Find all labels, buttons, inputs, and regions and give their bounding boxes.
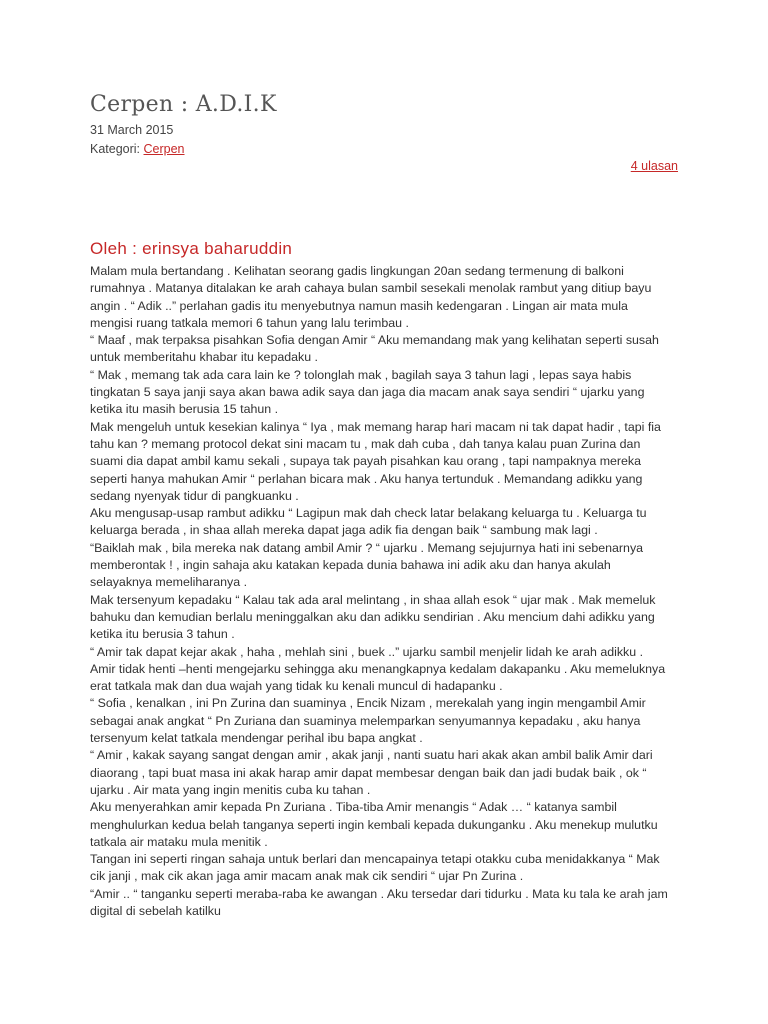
comments-link[interactable]: 4 ulasan: [630, 159, 678, 173]
post-date: 31 March 2015: [90, 123, 174, 137]
story-line: angin . “ Adik ..” perlahan gadis itu menyebutnya namun masih kedengaran . Lingan air mata mula: [90, 298, 628, 313]
story-line: digital di sebelah katilku: [90, 903, 221, 918]
story-line: Mak tersenyum kepadaku “ Kalau tak ada aral melintang , in shaa allah esok “ ujar mak . Mak memeluk: [90, 592, 656, 607]
author-byline: Oleh : erinsya baharuddin: [90, 239, 293, 258]
comments-count: [631, 159, 678, 173]
post-title: Cerpen : A.D.I.K: [90, 92, 277, 117]
story-line: diaorang , tapi buat masa ini akak harap amir dapat membesar dengan baik dan jadi budak baik , ok “: [90, 765, 647, 780]
story-line: sedang nyenyak tidur di pangkuanku .: [90, 488, 299, 503]
story-line: “ Amir tak dapat kejar akak , haha , mehlah sini , buek ..” ujarku sambil menjelir lidah ke arah adikku .: [90, 644, 644, 659]
category-prefix: Kategori:: [90, 142, 144, 156]
story-line: rumahnya . Matanya ditalakan ke arah cahaya bulan sambil sesekali menolak rambut yang ditiup bayu: [90, 281, 652, 296]
story-line: Malam mula bertandang . Kelihatan seorang gadis lingkungan 20an sedang termenung di balkoni: [90, 264, 624, 278]
story-line: keluarga berada , in shaa allah mereka dapat jaga adik fia dengan baik “ sambung mak lagi .: [90, 523, 598, 538]
story-line: “ Maaf , mak terpaksa pisahkan Sofia dengan Amir “ Aku memandang mak yang kelihatan seperti susah: [90, 333, 659, 348]
story-line: “ Mak , memang tak ada cara lain ke ? tolonglah mak , bagilah saya 3 tahun lagi , lepas saya habis: [90, 367, 632, 382]
story-line: seperti hanya mahukan Amir “ perlahan bicara mak . Aku hanya tertunduk . Memandang adikku yang: [90, 471, 643, 486]
story-line: “ Sofia , kenalkan , ini Pn Zurina dan suaminya , Encik Nizam , merekalah yang ingin mengambil Amir: [90, 696, 646, 711]
story-line: ujarku . Air mata yang ingin menitis cuba ku tahan .: [90, 782, 371, 797]
story-line: “Baiklah mak , bila mereka nak datang ambil Amir ? “ ujarku . Memang sejujurnya hati ini sebenarnya: [90, 540, 644, 555]
story-body: [90, 263, 682, 920]
category-link[interactable]: Cerpen: [143, 142, 185, 156]
story-line: ketika itu masih berusia 15 tahun .: [90, 402, 279, 417]
story-line: tatkala air mataku mula menitik .: [90, 834, 268, 849]
story-line: cik janji , mak cik akan jaga amir macam anak mak cik sendiri “ ujar Pn Zurina .: [90, 869, 524, 884]
story-line: Aku menyerahkan amir kepada Pn Zuriana . Tiba-tiba Amir menangis “ Adak … “ katanya sambil: [90, 800, 617, 815]
story-line: sebagai anak angkat “ Pn Zuriana dan suaminya melemparkan senyumannya kepadaku , aku hanya: [90, 713, 641, 728]
story-line: untuk memberitahu khabar itu kepadaku .: [90, 350, 318, 365]
story-line: “ Amir , kakak sayang sangat dengan amir , akak janji , nanti suatu hari akak akan ambil balik Amir dari: [90, 748, 653, 763]
story-line: ketika itu berusia 3 tahun .: [90, 627, 235, 642]
story-line: mengisi ruang tatkala memori 6 tahun yang lalu terimbau .: [90, 315, 409, 330]
story-line: selayaknya memeliharanya .: [90, 575, 248, 590]
story-line: tersenyum kelat tatkala mendengar perihal ibu bapa angkat .: [90, 731, 423, 746]
story-line: Tangan ini seperti ringan sahaja untuk berlari dan mencapainya tetapi otakku cuba menidakkanya “ Mak: [90, 852, 660, 867]
story-line: Mak mengeluh untuk kesekian kalinya “ Iya , mak memang harap hari macam ni tak dapat hadir , tapi fia: [90, 419, 661, 434]
story-line: menghulurkan kedua belah tanganya seperti ingin kembali kepada dukunganku . Aku menekup mulutku: [90, 817, 658, 832]
story-line: tingkatan 5 saya janji saya akan bawa adik saya dan jaga dia macam anak saya sendiri “ ujarku yang: [90, 385, 645, 400]
story-line: Aku mengusap-usap rambut adikku “ Lagipun mak dah check latar belakang keluarga tu . Keluarga tu: [90, 506, 647, 521]
story-line: memberontak ! , ingin sahaja aku katakan kepada dunia bahawa ini adik aku dan hanya akulah: [90, 558, 611, 573]
story-line: Amir tidak henti –henti mengejarku sehingga aku menangkapnya kedalam dakapanku . Aku memeluknya: [90, 661, 666, 676]
story-line: “Amir .. “ tanganku seperti meraba-raba ke awangan . Aku tersedar dari tidurku . Mata ku tala ke arah jam: [90, 886, 668, 901]
story-line: suami dia dapat ambil kamu sekali , supaya tak payah pisahkan kau orang , tapi nampaknya mereka: [90, 454, 642, 469]
story-line: erat tatkala mak dan dua wajah yang tidak ku kenali muncul di hadapanku .: [90, 679, 503, 694]
story-line: bahuku dan kemudian berlalu meninggalkan aku dan adikku sendirian . Aku mencium dahi adikku yang: [90, 609, 655, 624]
story-line: tahu kan ? memang protocol dekat sini macam tu , mak dah cuba , dah tanya kalau puan Zurina dan: [90, 436, 641, 451]
post-category: [90, 142, 185, 156]
